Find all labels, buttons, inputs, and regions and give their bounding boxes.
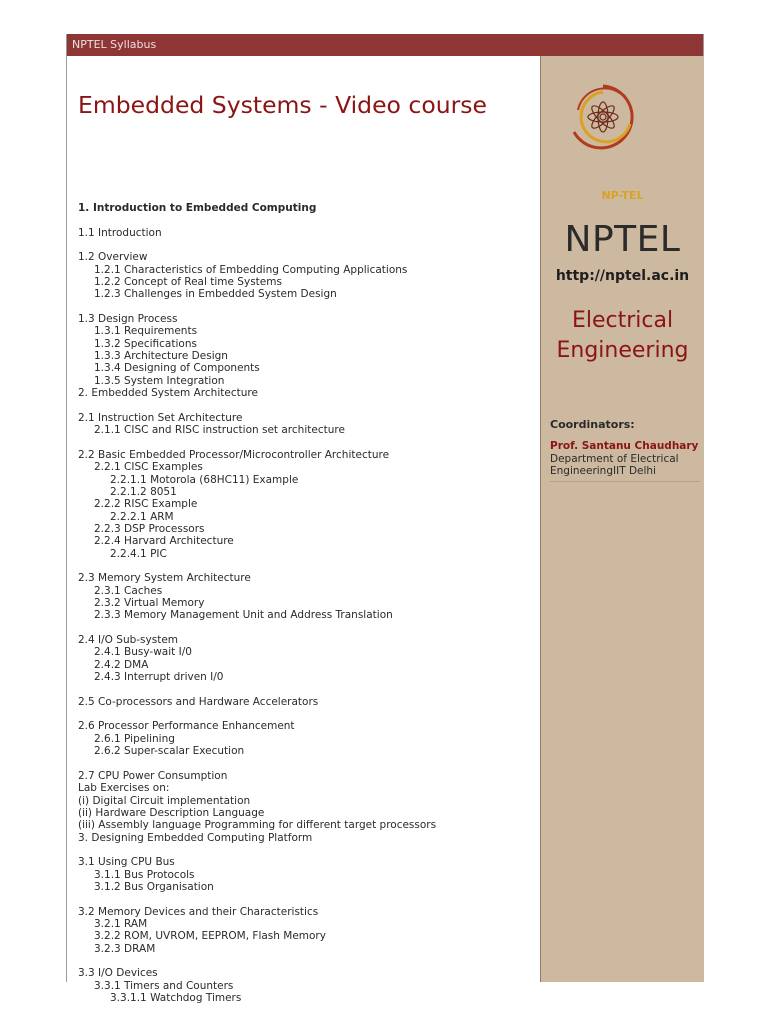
outline-item: 2.2 Basic Embedded Processor/Microcontroller Architecture <box>78 448 390 461</box>
outline-item: 1.1 Introduction <box>78 226 162 239</box>
coordinator-department: Department of Electrical EngineeringIIT Delhi <box>550 453 679 477</box>
outline-spacer <box>78 560 436 572</box>
outline-item: 2.6.1 Pipelining <box>94 732 175 745</box>
outline-item: 2.4.1 Busy-wait I/0 <box>94 646 192 659</box>
outline-item: 2.6.2 Super-scalar Execution <box>94 745 245 758</box>
outline-item: 2.4 I/O Sub-system <box>78 634 179 647</box>
outline-item: 2.2.3 DSP Processors <box>94 522 205 535</box>
outline-item: 2.2.1.2 8051 <box>110 485 177 498</box>
main-content <box>67 56 540 1004</box>
outline-item: 2.3.3 Memory Management Unit and Address Translation <box>94 609 393 622</box>
outline-item: 1.3.3 Architecture Design <box>94 350 228 363</box>
outline-item: 2.6 Processor Performance Enhancement <box>78 720 295 733</box>
outline-spacer <box>78 708 436 720</box>
outline-item: 2. Embedded System Architecture <box>78 387 258 400</box>
department-line-2: Engineering <box>556 338 689 363</box>
outline-item: 3. Designing Embedded Computing Platform <box>78 831 313 844</box>
section-heading: 1. Introduction to Embedded Computing <box>78 202 317 214</box>
outline-item: 3.1 Using CPU Bus <box>78 856 175 869</box>
outline-item: 1.2.2 Concept of Real time Systems <box>94 276 282 289</box>
outline-item: 1.3.5 System Integration <box>94 374 225 387</box>
outline-item: 2.3.2 Virtual Memory <box>94 597 205 609</box>
outline-item: 1.3.1 Requirements <box>94 325 198 338</box>
outline-item: 2.2.4 Harvard Architecture <box>94 535 234 548</box>
top-bar-label: NPTEL Syllabus <box>72 38 157 51</box>
outline-spacer <box>78 214 436 226</box>
outline-item: 3.2.3 DRAM <box>94 942 156 955</box>
outline-item: 3.1.1 Bus Protocols <box>94 868 195 881</box>
outline-item: (ii) Hardware Description Language <box>78 806 265 819</box>
coordinators-label: Coordinators: <box>550 418 635 431</box>
outline-item: 2.1 Instruction Set Architecture <box>78 411 243 424</box>
outline-spacer <box>78 301 436 313</box>
outline-item: 2.2.2.1 ARM <box>110 510 174 523</box>
outline-item: 2.3 Memory System Architecture <box>78 572 251 585</box>
course-title: Embedded Systems - Video course <box>78 91 487 119</box>
outline-spacer <box>78 400 436 412</box>
outline-item: 1.2.3 Challenges in Embedded System Design <box>94 288 337 301</box>
outline-item: 3.3.1 Timers and Counters <box>94 979 234 992</box>
outline-item: 3.3 I/O Devices <box>78 967 158 980</box>
syllabus-outline <box>78 202 436 1004</box>
outline-item: Lab Exercises on: <box>78 782 170 795</box>
outline-item: 2.4.2 DMA <box>94 658 149 671</box>
outline-item: (iii) Assembly language Programming for different target processors <box>78 819 437 832</box>
outline-item: 1.2.1 Characteristics of Embedding Computing Applications <box>94 263 408 276</box>
outline-item: (i) Digital Circuit implementation <box>78 794 251 807</box>
coordinator-name: Prof. Santanu Chaudhary <box>550 440 699 452</box>
divider <box>550 481 700 482</box>
outline-spacer <box>78 757 436 769</box>
outline-spacer <box>78 683 436 695</box>
outline-spacer <box>78 437 436 449</box>
outline-item: 2.1.1 CISC and RISC instruction set architecture <box>94 424 345 437</box>
outline-spacer <box>78 622 436 634</box>
outline-item: 1.3 Design Process <box>78 313 178 326</box>
outline-item: 3.1.2 Bus Organisation <box>94 880 214 893</box>
nptel-url-link[interactable]: http://nptel.ac.in <box>555 268 690 284</box>
outline-spacer <box>78 239 436 251</box>
department-line-1: Electrical <box>571 308 674 333</box>
outline-item: 2.2.2 RISC Example <box>94 498 198 511</box>
outline-item: 2.7 CPU Power Consumption <box>78 769 228 782</box>
outline-item: 3.2 Memory Devices and their Characteristics <box>78 905 319 918</box>
outline-item: 3.2.1 RAM <box>94 917 148 930</box>
outline-item: 2.3.1 Caches <box>94 584 163 597</box>
department-name <box>541 306 704 366</box>
outline-spacer <box>78 893 436 905</box>
outline-item: 2.2.4.1 PIC <box>110 547 167 560</box>
outline-item: 3.3.1.1 Watchdog Timers <box>110 992 242 1004</box>
outline-item: 2.2.1.1 Motorola (68HC11) Example <box>110 473 299 486</box>
outline-item: 2.5 Co-processors and Hardware Accelerators <box>78 695 319 708</box>
outline-item: 1.2 Overview <box>78 251 148 264</box>
outline-item: 2.4.3 Interrupt driven I/0 <box>94 671 224 684</box>
syllabus-page <box>66 34 704 1004</box>
top-bar <box>67 34 703 56</box>
outline-item: 1.3.2 Specifications <box>94 337 197 350</box>
outline-item: 1.3.4 Designing of Components <box>94 362 260 375</box>
outline-spacer <box>78 955 436 967</box>
outline-item: 3.2.2 ROM, UVROM, EEPROM, Flash Memory <box>94 930 326 943</box>
outline-item: 2.2.1 CISC Examples <box>94 461 203 474</box>
logo-caption: NP-TEL <box>601 189 644 202</box>
sidebar <box>540 56 704 982</box>
nptel-heading: NPTEL <box>564 219 681 260</box>
outline-spacer <box>78 844 436 856</box>
nptel-logo-icon <box>566 80 640 172</box>
